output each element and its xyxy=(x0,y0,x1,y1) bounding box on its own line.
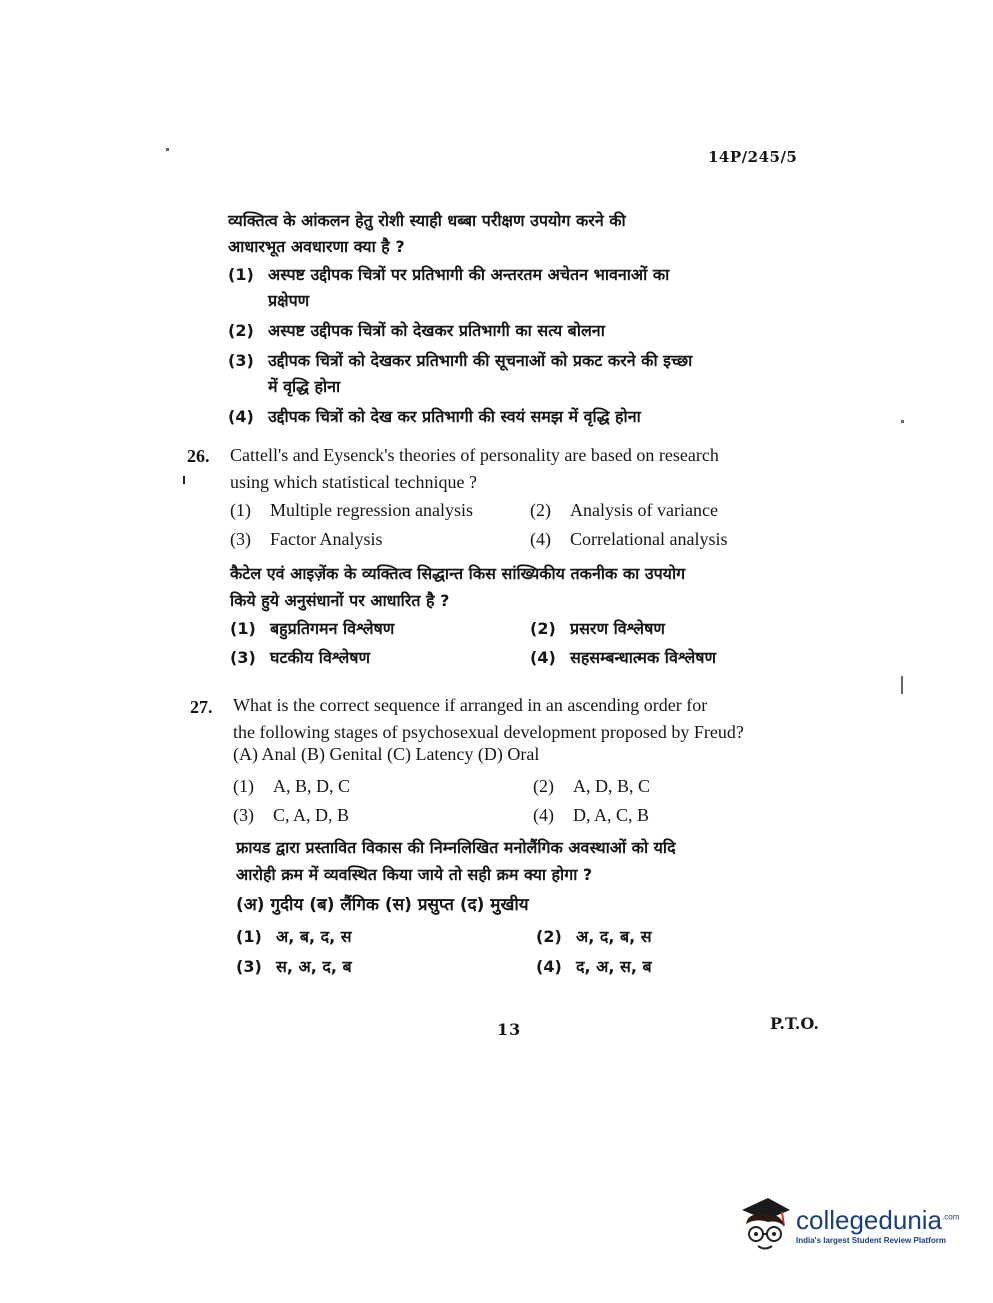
scan-speck xyxy=(901,676,903,694)
q26-number: 26. xyxy=(187,446,210,466)
q27-hindi-items: (अ) गुदीय (ब) लैंगिक (स) प्रसुप्त (द) मुखीय xyxy=(236,895,529,915)
option-text-cont: में वृद्धि होना xyxy=(268,377,341,396)
option-text: A, B, D, C xyxy=(273,776,351,796)
q26-hindi-options-row1 xyxy=(230,614,830,643)
option-text: सहसम्बन्धात्मक विश्लेषण xyxy=(570,648,717,667)
scan-speck xyxy=(166,148,169,151)
q27-hindi-stem-line2: आरोही क्रम में व्यवस्थित किया जाये तो सही क्रम क्या होगा ? xyxy=(236,865,593,884)
scan-speck xyxy=(901,420,904,423)
q26-stem-line1: Cattell's and Eysenck's theories of personality are based on research xyxy=(230,445,719,465)
option-number: (2) xyxy=(533,776,554,796)
q25-hindi-stem-line1: व्यक्तित्व के आंकलन हेतु रोशी स्याही धब्बा परीक्षण उपयोग करने की xyxy=(228,211,626,230)
option-number: (4) xyxy=(530,529,551,549)
q27-number: 27. xyxy=(190,697,213,717)
option-text: अस्पष्ट उद्दीपक चित्रों पर प्रतिभागी की अन्तरतम अचेतन भावनाओं का xyxy=(268,265,670,284)
q27-options-row2 xyxy=(233,801,833,830)
option-text: Analysis of variance xyxy=(570,500,718,520)
option-number: (2) xyxy=(530,619,556,638)
option-text: अ, द, ब, स xyxy=(576,927,652,946)
q27-options xyxy=(233,772,833,830)
mascot-icon xyxy=(738,1196,792,1254)
q26-hindi-option-3 xyxy=(230,643,530,672)
q27-hindi-option-3 xyxy=(236,952,536,982)
option-number: (4) xyxy=(533,805,554,825)
q26-option-2 xyxy=(530,496,830,525)
q27-items: (A) Anal (B) Genital (C) Latency (D) Oral xyxy=(233,744,540,764)
q26-hindi-stem-line1: कैटेल एवं आइज़ेंक के व्यक्तित्व सिद्धान्त किस सांख्यिकीय तकनीक का उपयोग xyxy=(230,564,686,583)
q27-hindi-option-2 xyxy=(536,922,836,952)
q25-hindi-options xyxy=(228,262,828,430)
q25-option-3 xyxy=(228,348,828,400)
q27-stem xyxy=(233,692,833,746)
q26-stem-line2: using which statistical technique ? xyxy=(230,472,477,492)
q25-hindi-stem-line2: आधारभूत अवधारणा क्या है ? xyxy=(228,237,405,256)
logo-name: collegedunia xyxy=(796,1205,943,1235)
option-number: (2) xyxy=(228,321,254,340)
option-number: (3) xyxy=(233,805,254,825)
option-text: द, अ, स, ब xyxy=(576,957,652,976)
q25-hindi-stem xyxy=(228,208,828,260)
option-text: Correlational analysis xyxy=(570,529,728,549)
q26-hindi-options-row2 xyxy=(230,643,830,672)
option-text: घटकीय विश्लेषण xyxy=(270,648,371,667)
q27-option-2 xyxy=(533,772,833,801)
option-text: Multiple regression analysis xyxy=(270,500,473,520)
q27-hindi-options-row1 xyxy=(236,922,836,952)
option-number: (2) xyxy=(536,927,562,946)
page-number: 13 xyxy=(497,1020,522,1039)
option-number: (3) xyxy=(230,529,251,549)
option-number: (4) xyxy=(530,648,556,667)
q27-hindi-option-4 xyxy=(536,952,836,982)
option-text: स, अ, द, ब xyxy=(276,957,352,976)
option-text-cont: प्रक्षेपण xyxy=(268,291,310,310)
option-text: A, D, B, C xyxy=(573,776,651,796)
logo-text xyxy=(796,1205,959,1245)
option-number: (3) xyxy=(236,957,262,976)
logo-suffix: .com xyxy=(942,1212,960,1222)
option-number: (4) xyxy=(228,407,254,426)
scan-speck xyxy=(183,476,185,484)
logo-wordmark xyxy=(796,1205,959,1236)
option-number: (1) xyxy=(230,619,256,638)
q27-option-3 xyxy=(233,801,533,830)
q27-option-4 xyxy=(533,801,833,830)
collegedunia-watermark xyxy=(738,1196,959,1254)
q26-option-1 xyxy=(230,496,530,525)
q26-option-4 xyxy=(530,525,830,554)
q27-hindi-option-1 xyxy=(236,922,536,952)
q26-hindi-option-1 xyxy=(230,614,530,643)
option-text: अस्पष्ट उद्दीपक चित्रों को देखकर प्रतिभागी का सत्य बोलना xyxy=(268,321,605,340)
q26-stem xyxy=(230,442,830,496)
q26-hindi-options xyxy=(230,614,830,672)
option-number: (4) xyxy=(536,957,562,976)
option-number: (1) xyxy=(233,776,254,796)
q27-hindi-options-row2 xyxy=(236,952,836,982)
q27-option-1 xyxy=(233,772,533,801)
q27-hindi-stem xyxy=(236,834,836,888)
q26-options-row2 xyxy=(230,525,830,554)
option-number: (3) xyxy=(230,648,256,667)
option-text: C, A, D, B xyxy=(273,805,350,825)
option-number: (1) xyxy=(228,265,254,284)
q27-hindi-stem-line1: फ्रायड द्वारा प्रस्तावित विकास की निम्नलिखित मनोलैंगिक अवस्थाओं को यदि xyxy=(236,838,676,857)
q26-hindi-option-4 xyxy=(530,643,830,672)
q27-options-row1 xyxy=(233,772,833,801)
option-text: उद्दीपक चित्रों को देख कर प्रतिभागी की स्वयं समझ में वृद्धि होना xyxy=(268,407,641,426)
option-number: (1) xyxy=(230,500,251,520)
q25-option-2 xyxy=(228,318,828,344)
option-text: Factor Analysis xyxy=(270,529,383,549)
option-text: उद्दीपक चित्रों को देखकर प्रतिभागी की सूचनाओं को प्रकट करने की इच्छा xyxy=(268,351,693,370)
option-number: (2) xyxy=(530,500,551,520)
q26-options xyxy=(230,496,830,554)
option-number: (3) xyxy=(228,351,254,370)
pto-label: P.T.O. xyxy=(770,1014,819,1033)
q26-option-3 xyxy=(230,525,530,554)
q27-stem-line1: What is the correct sequence if arranged in an ascending order for xyxy=(233,695,708,715)
q27-stem-line2: the following stages of psychosexual development proposed by Freud? xyxy=(233,722,744,742)
option-number: (1) xyxy=(236,927,262,946)
option-text: अ, ब, द, स xyxy=(276,927,352,946)
option-text: प्रसरण विश्लेषण xyxy=(570,619,665,638)
q26-hindi-stem xyxy=(230,560,830,614)
q26-options-row1 xyxy=(230,496,830,525)
logo-tagline: India's largest Student Review Platform xyxy=(796,1236,946,1245)
paper-code: 14P/245/5 xyxy=(708,148,798,166)
q25-option-4 xyxy=(228,404,828,430)
option-text: D, A, C, B xyxy=(573,805,650,825)
q27-hindi-options xyxy=(236,922,836,982)
q26-hindi-option-2 xyxy=(530,614,830,643)
option-text: बहुप्रतिगमन विश्लेषण xyxy=(270,619,395,638)
q26-hindi-stem-line2: किये हुये अनुसंधानों पर आधारित है ? xyxy=(230,591,450,610)
q25-option-1 xyxy=(228,262,828,314)
